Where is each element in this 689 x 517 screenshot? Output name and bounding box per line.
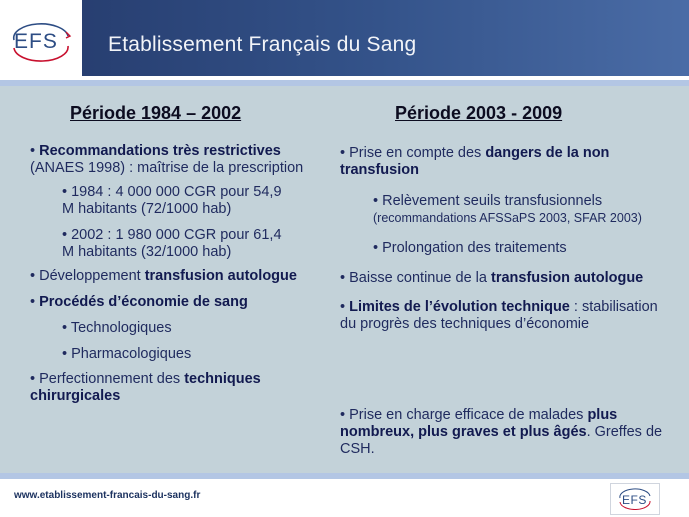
left-column-title: Période 1984 – 2002 — [70, 103, 242, 123]
footer-logo-text: EFS — [622, 493, 647, 507]
left-item-procedes: • Procédés d’économie de sang — [30, 294, 248, 310]
footer — [0, 479, 689, 517]
left-subitem-1984: • 1984 : 4 000 000 CGR pour 54,9 M habitants (72/1000 hab) — [62, 184, 282, 217]
logo-text: EFS — [14, 30, 58, 53]
left-subitem-2002: • 2002 : 1 980 000 CGR pour 61,4 M habitants (32/1000 hab) — [62, 227, 282, 260]
page-title: Etablissement Français du Sang — [108, 33, 417, 56]
right-subitem-seuils: • Relèvement seuils transfusionnels (recommandations AFSSaPS 2003, SFAR 2003) — [373, 193, 642, 225]
footer-efs-logo — [610, 483, 660, 515]
left-item-perfectionnement: • Perfectionnement des techniques chirurgicales — [30, 371, 261, 404]
right-item-dangers: • Prise en compte des dangers de la non transfusion — [340, 145, 610, 178]
left-subitem-technologiques: • Technologiques — [62, 320, 172, 336]
right-item-prise-en-charge: • Prise en charge efficace de malades plus nombreux, plus graves et plus âgés. Greffes de CSH. — [340, 407, 663, 457]
right-item-limites: • Limites de l’évolution technique : stabilisation du progrès des techniques d’économie — [340, 299, 658, 332]
header-banner — [0, 0, 689, 76]
left-subitem-pharmacologiques: • Pharmacologiques — [62, 346, 192, 362]
right-subitem-prolongation: • Prolongation des traitements — [373, 240, 567, 256]
right-column-title: Période 2003 - 2009 — [395, 103, 563, 123]
efs-logo — [0, 0, 82, 76]
header-stripe — [0, 80, 689, 86]
left-item-recommandations: • Recommandations très restrictives (ANAES 1998) : maîtrise de la prescription — [30, 143, 304, 176]
right-item-baisse: • Baisse continue de la transfusion autologue — [340, 270, 644, 286]
footer-url-link[interactable]: www.etablissement-francais-du-sang.fr — [14, 490, 201, 501]
left-item-autologue: • Développement transfusion autologue — [30, 268, 297, 284]
